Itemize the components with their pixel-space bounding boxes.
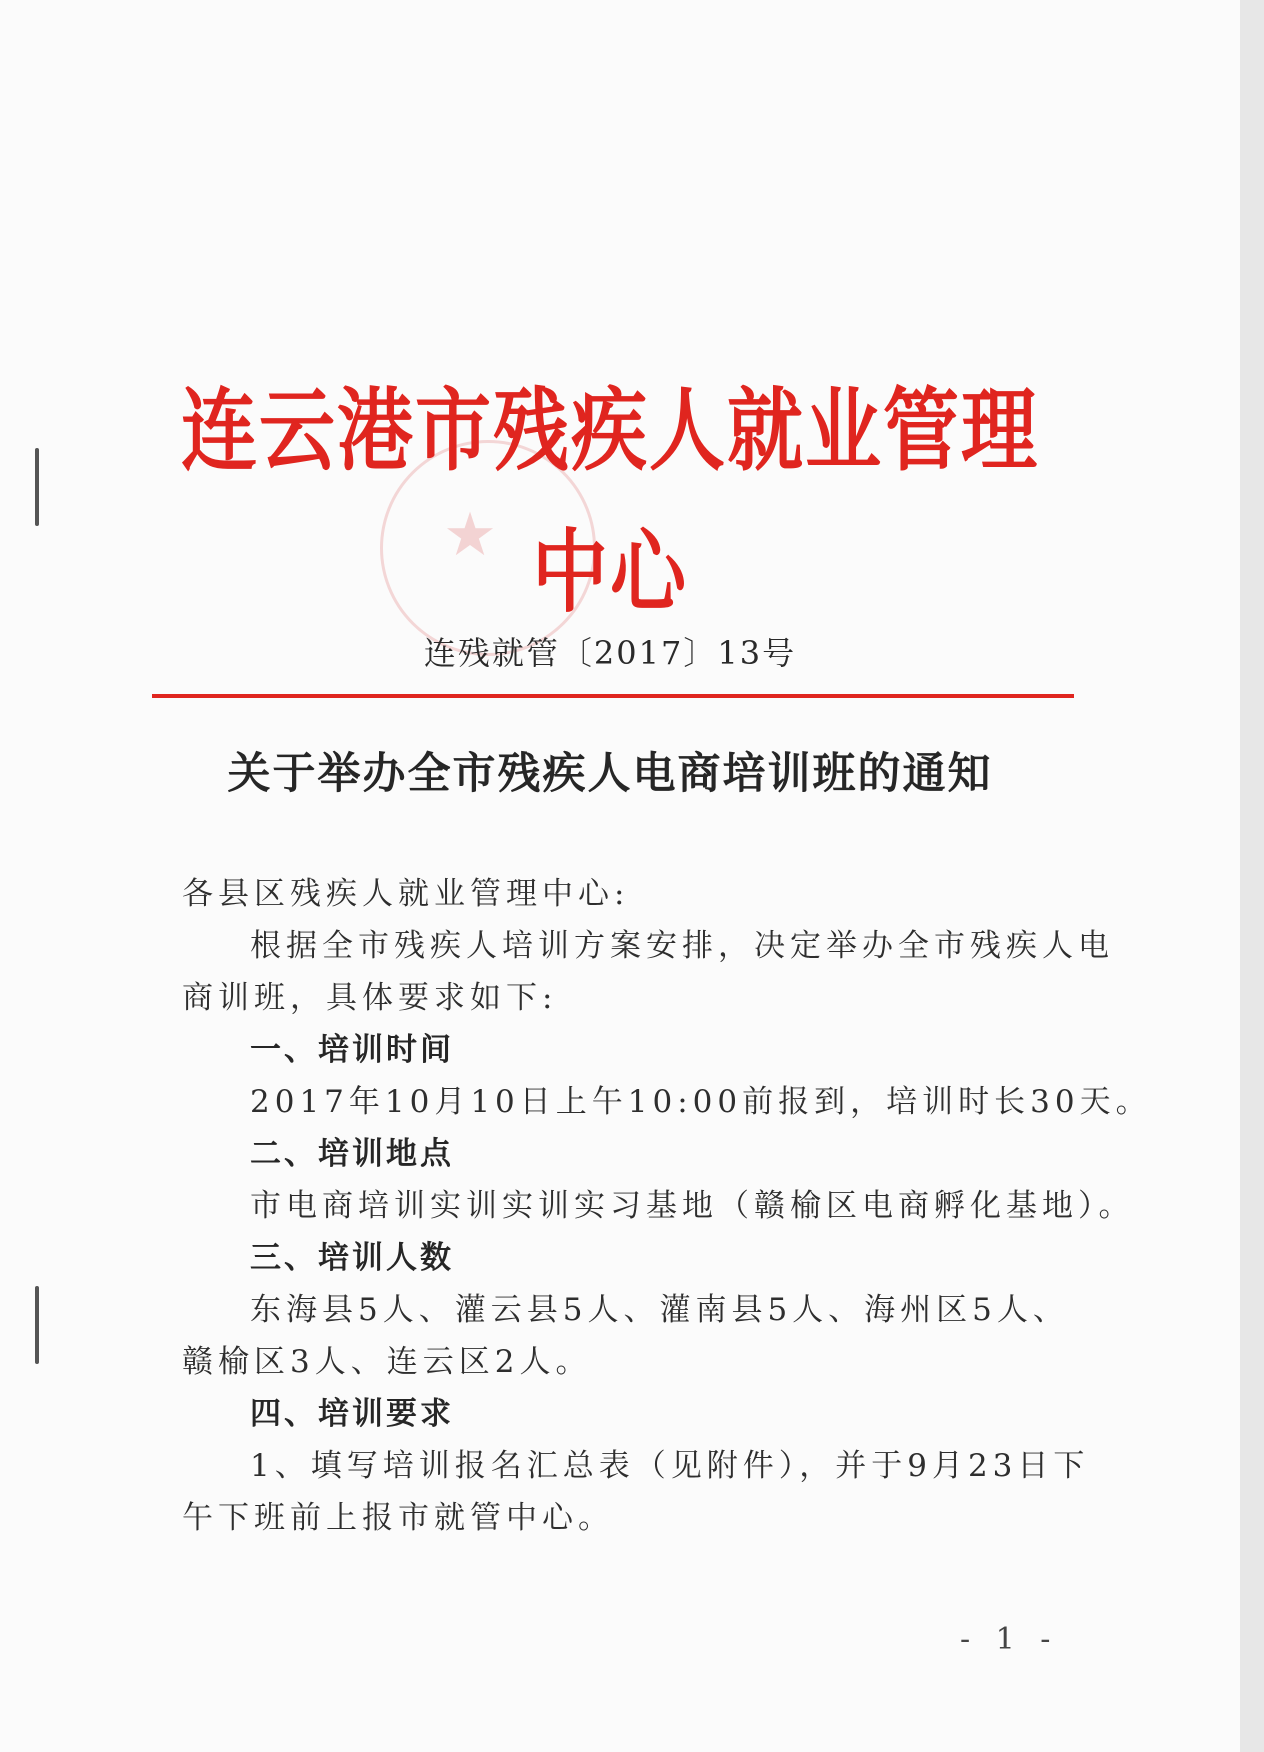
red-divider-line: [152, 694, 1074, 698]
section-heading-requirements: 四、培训要求: [250, 1396, 454, 1432]
issuing-organization: 连云港市残疾人就业管理中心: [181, 377, 1039, 625]
section-text: 2017年10月10日上午10:00前报到，培训时长30天。: [250, 1084, 1152, 1120]
section-heading-headcount: 三、培训人数: [250, 1240, 454, 1276]
intro-line: 商训班，具体要求如下:: [182, 980, 558, 1016]
section-text: 市电商培训实训实训实习基地（赣榆区电商孵化基地）。: [250, 1188, 1135, 1224]
document-number: 连残就管〔2017〕13号: [423, 634, 797, 672]
section-text: 1、填写培训报名汇总表（见附件），并于9月23日下: [250, 1448, 1090, 1484]
notice-title: 关于举办全市残疾人电商培训班的通知: [227, 749, 993, 799]
salutation: 各县区残疾人就业管理中心:: [182, 876, 630, 912]
page-number: - 1 -: [960, 1622, 1059, 1657]
intro-line: 根据全市残疾人培训方案安排，决定举办全市残疾人电: [250, 928, 1114, 964]
staple-top: [35, 448, 39, 526]
section-heading-location: 二、培训地点: [250, 1136, 454, 1172]
section-heading-time: 一、培训时间: [250, 1032, 454, 1068]
staple-bottom: [35, 1286, 39, 1364]
section-text: 午下班前上报市就管中心。: [182, 1500, 614, 1536]
section-text: 赣榆区3人、连云区2人。: [182, 1344, 592, 1380]
section-text: 东海县5人、灌云县5人、灌南县5人、海州区5人、: [250, 1292, 1069, 1328]
scan-edge: [1240, 0, 1264, 1752]
seal-star-icon: ★: [443, 500, 497, 570]
